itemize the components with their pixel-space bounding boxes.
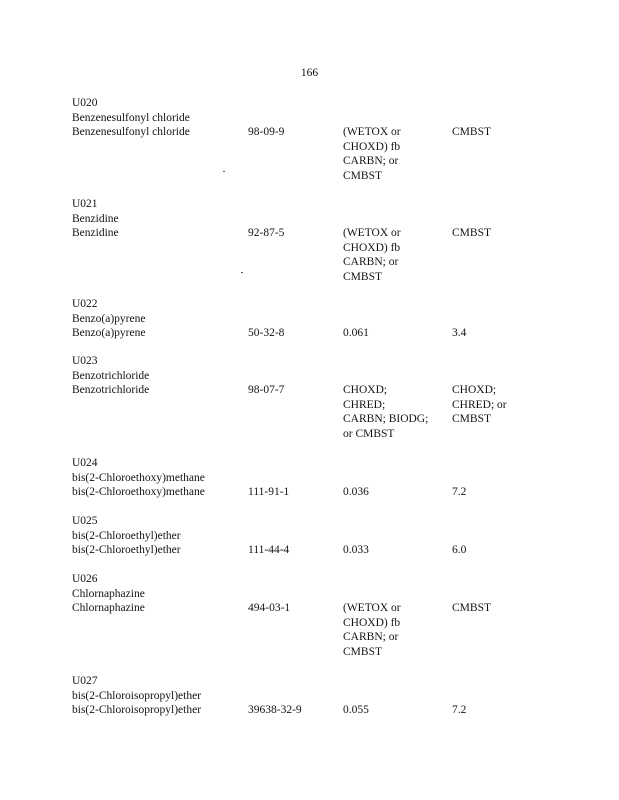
waste-code: U024 [72,457,98,469]
nonwastewater-standard [452,703,466,718]
wastewater-standard [343,601,401,659]
standard-line: CMBST [452,602,491,614]
standard-line: (WETOX or [343,126,401,138]
cas-number: 98-09-9 [248,126,285,138]
waste-code: U023 [72,355,98,367]
waste-code: U020 [72,97,98,109]
nonwastewater-standard [452,485,466,500]
standard-line: CMBST [452,227,491,239]
waste-entry [72,572,542,658]
standard-line: 7.2 [452,486,467,498]
standard-line: 0.033 [343,544,369,556]
waste-entry [72,197,542,283]
wastewater-standard [343,383,428,441]
waste-code: U021 [72,198,98,210]
waste-entry [72,514,542,558]
entry-row [72,703,542,718]
nonwastewater-standard [452,125,491,140]
wastewater-standard [343,226,401,284]
constituent-name: bis(2-Chloroethyl)ether [72,544,181,556]
cas-number: 92-87-5 [248,227,285,239]
constituent-name: bis(2-Chloroisopropyl)ether [72,704,202,716]
nonwastewater-standard [452,383,507,427]
standard-line: CMBST [452,413,491,425]
nonwastewater-standard [452,226,491,241]
constituent-name: Benzidine [72,227,119,239]
cas-number: 494-03-1 [248,602,291,614]
cas-number: 98-07-7 [248,384,285,396]
standard-line: (WETOX or [343,602,401,614]
constituent-heading: Benzenesulfonyl chloride [72,111,190,124]
cas-number: 111-44-4 [248,544,290,556]
constituent-heading: bis(2-Chloroethoxy)methane [72,471,205,484]
page-number: 166 [300,67,319,79]
waste-entry [72,674,542,718]
entry-row [72,226,542,283]
cas-number: 111-91-1 [248,486,290,498]
standard-line: 6.0 [452,544,467,556]
standard-line: CHOXD; [343,384,388,396]
entry-row [72,543,542,558]
cas-number: 50-32-8 [248,327,285,339]
constituent-heading: Benzo(a)pyrene [72,312,146,325]
standard-line: 7.2 [452,704,467,716]
standard-line: 0.036 [343,486,369,498]
constituent-heading: Chlornaphazine [72,587,145,600]
wastewater-standard [343,703,369,718]
wastewater-standard [343,125,401,183]
constituent-heading: Benzotrichloride [72,369,150,382]
standard-line: CARBN; or [343,256,399,268]
nonwastewater-standard [452,326,466,341]
constituent-name: Benzo(a)pyrene [72,327,146,339]
constituent-heading: bis(2-Chloroisopropyl)ether [72,689,202,702]
waste-code: U026 [72,573,98,585]
waste-entry [72,297,542,341]
entry-row [72,601,542,658]
standard-line: or CMBST [343,427,395,440]
wastewater-standard [343,326,369,341]
standard-line: 3.4 [452,327,467,339]
standard-line: CHRED; or [452,398,507,411]
waste-code: U027 [72,675,98,687]
standard-line: CARBN; or [343,155,399,167]
standard-line: CMBST [343,645,382,658]
standard-line: CHOXD; [452,384,497,396]
standard-line: CHOXD) fb [343,140,401,153]
constituent-name: Chlornaphazine [72,602,145,614]
standard-line: 0.061 [343,327,369,339]
scan-speck [241,272,243,273]
constituent-name: Benzotrichloride [72,384,150,396]
waste-entry [72,96,542,182]
constituent-name: bis(2-Chloroethoxy)methane [72,486,205,498]
entry-row [72,326,542,341]
scan-speck [223,171,225,172]
standard-line: CARBN; or [343,631,399,643]
entry-row [72,125,542,182]
wastewater-standard [343,543,369,558]
waste-code: U025 [72,515,98,527]
nonwastewater-standard [452,601,491,616]
wastewater-standard [343,485,369,500]
standard-line: 0.055 [343,704,369,716]
standard-line: CHRED; [343,398,386,411]
entry-row [72,383,542,440]
standard-line: CMBST [343,169,382,182]
waste-entry [72,354,542,440]
standard-line: CMBST [343,270,382,283]
standard-line: (WETOX or [343,227,401,239]
constituent-name: Benzenesulfonyl chloride [72,126,190,138]
constituent-heading: Benzidine [72,212,119,225]
entry-row [72,485,542,500]
waste-entry [72,456,542,500]
nonwastewater-standard [452,543,466,558]
standard-line: CMBST [452,126,491,138]
cas-number: 39638-32-9 [248,704,302,716]
standard-line: CHOXD) fb [343,241,401,254]
waste-code: U022 [72,298,98,310]
standard-line: CHOXD) fb [343,616,401,629]
constituent-heading: bis(2-Chloroethyl)ether [72,529,181,542]
standard-line: CARBN; BIODG; [343,413,429,425]
